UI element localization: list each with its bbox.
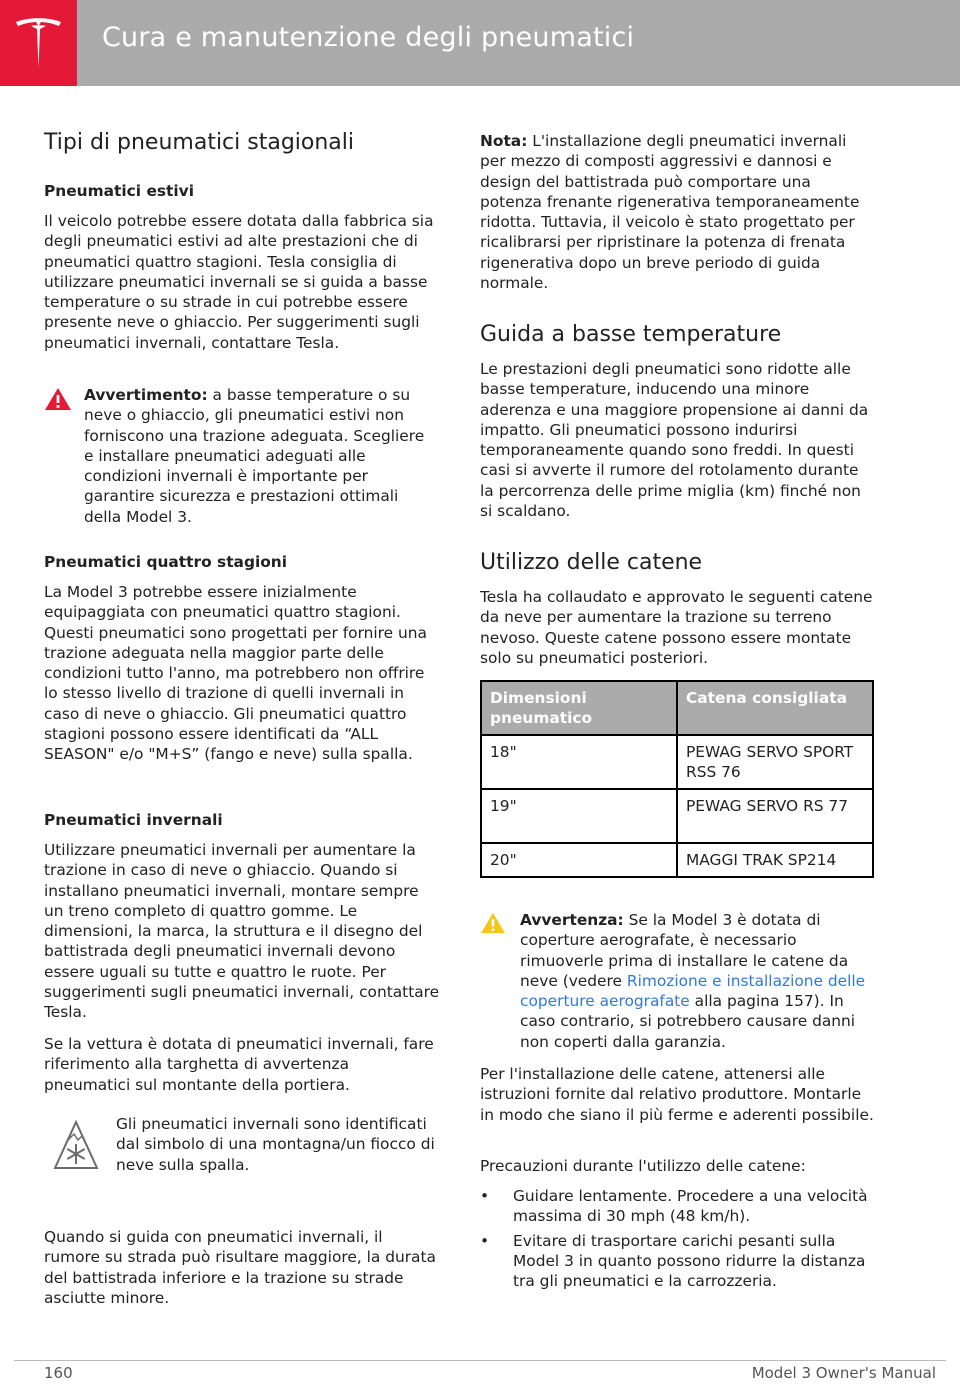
paragraph-allseason: La Model 3 potrebbe essere inizialmente equipaggiata con pneumatici quattro stagioni. Questi pneumatici sono progettati per fornire una trazione adeguata nella maggior parte delle condizioni tutto l'anno, ma potrebbero non offrire lo stesso livello di trazione di quelli invernali in caso di neve o ghiaccio. Gli pneumatici quattro stagioni possono essere identificati da “ALL SEASON" e/o "M+S” (fango e neve) sulla spalla.: [44, 583, 427, 764]
caution-body-1: Se la Model 3 è dotata di coperture aerografate, è necessario rimuoverle prima di installare le catene da neve (vedere: [520, 911, 849, 990]
table-cell-chain: PEWAG SERVO RS 77: [677, 789, 873, 843]
heading-allseason: Pneumatici quattro stagioni: [44, 553, 288, 571]
paragraph-install: Per l'installazione delle catene, attenersi alle istruzioni fornite dal relativo produttore. Montarle in modo che siano il più ferme e aderenti possibile.: [480, 1065, 874, 1124]
caution-triangle-icon: [480, 912, 506, 934]
paragraph-winter-2: Se la vettura è dotata di pneumatici invernali, fare riferimento alla targhetta di avvertenza pneumatici sul montante della portiera.: [44, 1035, 434, 1094]
heading-winter: Pneumatici invernali: [44, 811, 223, 829]
caution-body-2: alla pagina 157). In caso contrario, si potrebbero causare danni non coperti dalla garanzia.: [520, 992, 856, 1051]
table-cell-size: 18": [481, 735, 677, 789]
tesla-logo: [0, 0, 77, 86]
caution-text: [520, 910, 872, 1052]
manual-name: Model 3 Owner's Manual: [751, 1364, 936, 1382]
list-item: • Guidare lentamente. Procedere a una velocità massima di 30 mph (48 km/h).: [480, 1186, 876, 1227]
table-row: [481, 735, 873, 789]
page-title: Cura e manutenzione degli pneumatici: [102, 22, 635, 53]
paragraph-chains: Tesla ha collaudato e approvato le seguenti catene da neve per aumentare la trazione su terreno nevoso. Queste catene possono essere montate solo su pneumatici posteriori.: [480, 588, 873, 667]
table-row: [481, 843, 873, 877]
footer-divider: [14, 1360, 946, 1361]
heading-cold: Guida a basse temperature: [480, 322, 782, 347]
table-cell-chain: MAGGI TRAK SP214: [677, 843, 873, 877]
table-header-chain: Catena consigliata: [677, 681, 873, 735]
tesla-t-icon: [14, 16, 63, 72]
table-cell-chain: PEWAG SERVO SPORT RSS 76: [677, 735, 873, 789]
caution-label: Avvertenza:: [520, 911, 624, 929]
covers-link[interactable]: Rimozione e installazione delle coperture aerografate: [520, 971, 866, 1011]
mountain-snowflake-icon: [52, 1118, 100, 1170]
page-number: 160: [44, 1364, 73, 1382]
heading-seasonal: Tipi di pneumatici stagionali: [44, 130, 355, 155]
list-item: • Evitare di trasportare carichi pesanti sulla Model 3 in quanto possono ridurre la distanza tra gli pneumatici e la carrozzeria.: [480, 1231, 876, 1292]
paragraph-precautions: Precauzioni durante l'utilizzo delle catene:: [480, 1157, 806, 1175]
table-cell-size: 19": [481, 789, 677, 843]
heading-chains: Utilizzo delle catene: [480, 550, 703, 575]
warning-label: Avvertimento:: [84, 386, 208, 404]
note-label: Nota:: [480, 132, 528, 150]
paragraph-cold: Le prestazioni degli pneumatici sono ridotte alle basse temperature, inducendo una minore aderenza e una maggiore propensione ai danni da impatto. Gli pneumatici possono indurirsi temporaneamente quando sono freddi. In questi casi si avverte il rumore del rotolamento durante la percorrenza delle prime miglia (km) finché non si scaldano.: [480, 360, 869, 521]
page-header: [0, 0, 960, 86]
table-row: [481, 789, 873, 843]
table-cell-size: 20": [481, 843, 677, 877]
warning-body: a basse temperature o su neve o ghiaccio, gli pneumatici estivi non forniscono una trazione adeguata. Scegliere e installare pneumatici adeguati alle condizioni invernali è importante per garantire sicurezza e prestazioni ottimali della Model 3.: [84, 386, 425, 526]
precautions-list: [480, 1186, 876, 1295]
snowflake-text: Gli pneumatici invernali sono identificati dal simbolo di una montagna/un fiocco di neve sulla spalla.: [116, 1115, 435, 1174]
paragraph-winter-1: Utilizzare pneumatici invernali per aumentare la trazione in caso di neve o ghiaccio. Quando si installano pneumatici invernali, montare sempre un treno completo di quattro gomme. Le dimensioni, la marca, la struttura e il disegno del battistrada degli pneumatici invernali devono essere uguali su tutte e quattro le ruote. Per suggerimenti sugli pneumatici invernali, contattare Tesla.: [44, 841, 440, 1022]
table-header-row: [481, 681, 873, 735]
note-body: L'installazione degli pneumatici invernali per mezzo di composti aggressivi e dannosi e design del battistrada può comportare una potenza frenante rigenerativa temporaneamente ridotta. Tuttavia, il veicolo è stato progettato per ricalibrarsi per ripristinare la potenza di frenata rigenerativa dopo un breve periodo di guida normale.: [480, 132, 860, 293]
paragraph-summer: Il veicolo potrebbe essere dotata dalla fabbrica sia degli pneumatici estivi ad alte prestazioni che di pneumatici quattro stagioni. Tesla consiglia di utilizzare pneumatici invernali se si guida a basse temperature o su strade in cui potrebbe essere presente neve o ghiaccio. Per suggerimenti sugli pneumatici invernali, contattare Tesla.: [44, 212, 434, 352]
heading-summer: Pneumatici estivi: [44, 182, 194, 200]
chains-table: [480, 680, 874, 878]
note-block: [480, 131, 876, 293]
table-header-size: Dimensioni pneumatico: [481, 681, 677, 735]
warning-text: [84, 385, 436, 527]
paragraph-winter-3: Quando si guida con pneumatici invernali, il rumore su strada può risultare maggiore, la durata del battistrada inferiore e la trazione su strade asciutte minore.: [44, 1228, 436, 1307]
warning-triangle-icon: [44, 387, 72, 411]
